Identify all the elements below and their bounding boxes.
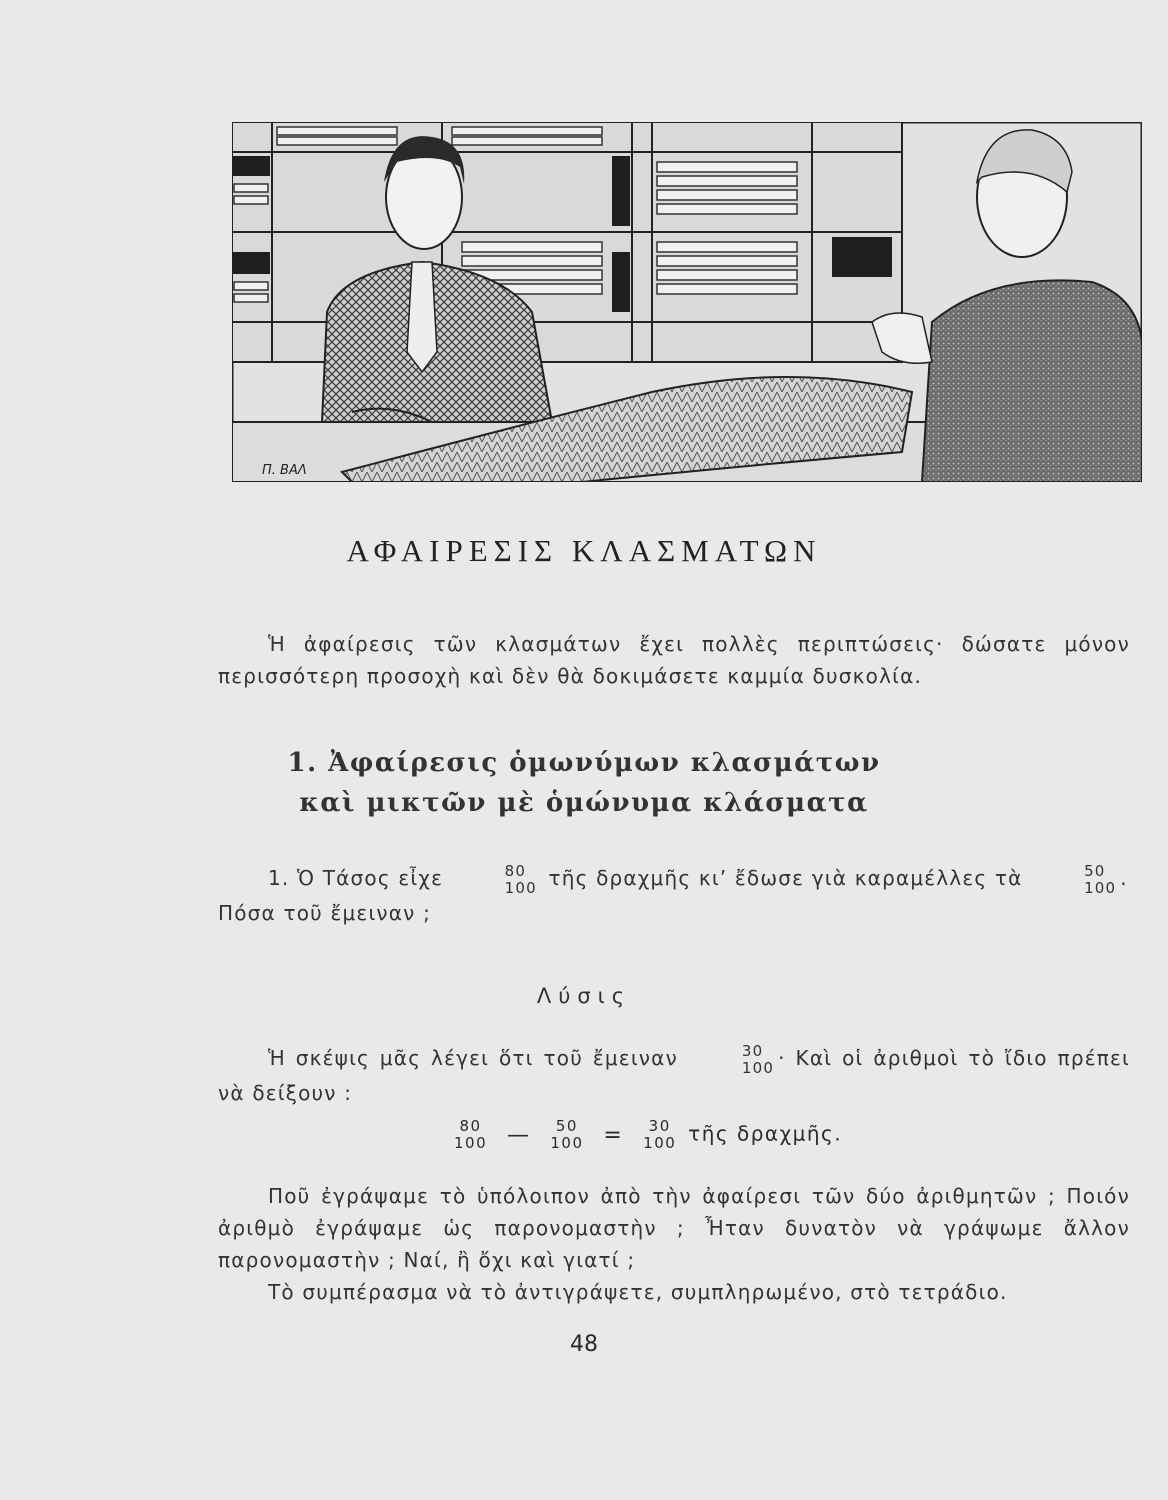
equation-fraction-a — [454, 1118, 487, 1152]
numerator: 50 — [1084, 861, 1106, 880]
page-number: 48 — [570, 1332, 598, 1357]
problem-text-1: 1. Ὁ Τάσος εἶχε — [268, 866, 444, 890]
intro-paragraph — [218, 628, 1130, 692]
reasoning-paragraph — [218, 1042, 1130, 1109]
denominator: 100 — [1084, 878, 1117, 897]
artist-signature: Π. ΒΑΛ — [262, 463, 307, 478]
denominator: 100 — [741, 1058, 775, 1077]
fraction-30-100 — [692, 1043, 774, 1077]
equation-fraction-b — [550, 1118, 583, 1152]
denominator: 100 — [643, 1134, 677, 1152]
fraction-50-100 — [1034, 863, 1116, 897]
intro-text: Ἡ ἀφαίρεσις τῶν κλασμάτων ἔχει πολλὲς περιπτώσεις· δώσατε μόνον περισσότερη προσοχὴ καὶ δὲν θὰ δοκιμάσετε καμμία δυσκολία. — [218, 632, 1130, 688]
equation-fraction-c — [643, 1118, 676, 1152]
page-title: ΑΦΑΙΡΕΣΙΣ ΚΛΑΣΜΑΤΩΝ — [346, 533, 822, 568]
denominator: 100 — [454, 1134, 488, 1152]
minus-sign: — — [507, 1122, 531, 1148]
numerator: 30 — [741, 1041, 764, 1060]
shop-illustration — [232, 122, 1142, 482]
questions-paragraph — [218, 1180, 1130, 1308]
equals-sign: = — [603, 1122, 624, 1148]
problem-paragraph — [218, 862, 1130, 929]
fraction-80-100 — [455, 863, 537, 897]
numerator: 80 — [459, 1117, 482, 1135]
problem-question: Πόσα τοῦ ἔμειναν ; — [218, 900, 432, 925]
section-title-line2: καὶ μικτῶν μὲ ὁμώνυμα κλάσματα — [299, 788, 869, 818]
subtraction-equation — [450, 1118, 842, 1152]
problem-text-2: τῆς δραχμῆς κι’ ἔδωσε γιὰ καραμέλλες τὰ — [548, 866, 1023, 890]
numerator: 50 — [555, 1117, 578, 1135]
section-title-line1: 1. Ἀφαίρεσις ὁμωνύμων κλασμάτων — [287, 748, 881, 778]
denominator: 100 — [504, 878, 537, 897]
solution-heading: Λύσις — [536, 984, 632, 1008]
denominator: 100 — [550, 1134, 584, 1152]
numerator: 30 — [648, 1117, 671, 1135]
reasoning-text-1: Ἡ σκέψις μᾶς λέγει ὅτι τοῦ ἔμειναν — [268, 1046, 678, 1070]
questions-text: Ποῦ ἐγράψαμε τὸ ὑπόλοιπον ἀπὸ τὴν ἀφαίρεσι τῶν δύο ἀριθμητῶν ; Ποιόν ἀριθμὸ ἐγράψαμε ὡς παρονομαστὴν ; Ἦταν δυνατὸν νὰ γράψωμε ἄλλον παρονομαστὴν ; Ναί, ἢ ὄχι καὶ γιατί ; — [218, 1184, 1130, 1272]
reasoning-text-2: · Καὶ οἱ ἀριθμοὶ τὸ ἴδιο πρέπει νὰ δείξουν : — [218, 1046, 1130, 1105]
numerator: 80 — [504, 861, 527, 880]
equation-suffix: τῆς δραχμῆς. — [688, 1121, 843, 1146]
conclusion-text: Τὸ συμπέρασμα νὰ τὸ ἀντιγράψετε, συμπληρωμένο, στὸ τετράδιο. — [268, 1280, 1008, 1304]
problem-text-3: . — [1120, 866, 1128, 890]
